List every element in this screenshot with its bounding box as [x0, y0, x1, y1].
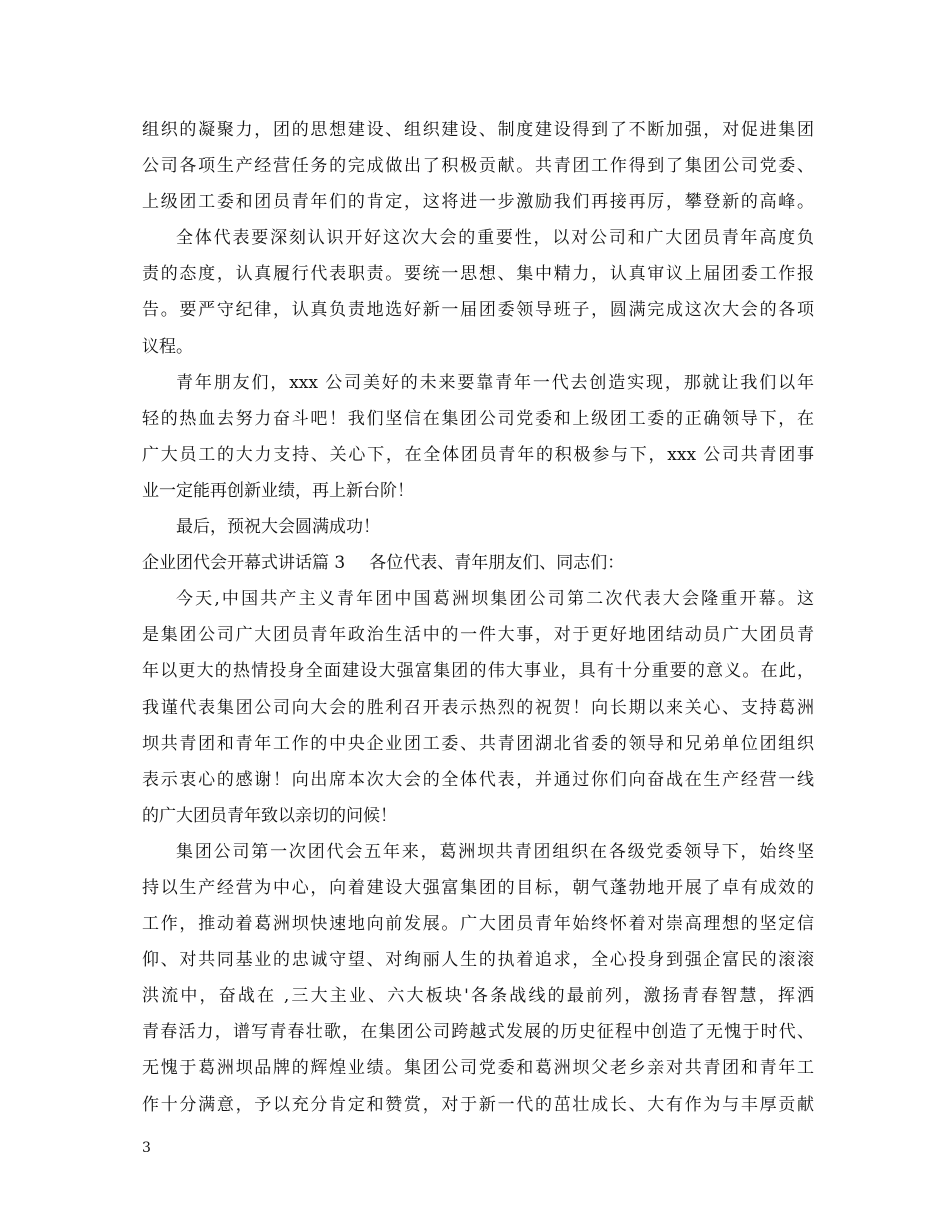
text-line: 集团公司第一次团代会五年来，葛洲坝共青团组织在各级党委领导下，始终坚	[176, 841, 814, 862]
salutation: 各位代表、青年朋友们、同志们：	[369, 553, 625, 574]
text-line: 组织的凝聚力，团的思想建设、组织建设、制度建设得到了不断加强，对促进集团	[142, 120, 814, 140]
text-line: 坝共青团和青年工作的中央企业团工委、共青团湖北省委的领导和兄弟单位团组织	[142, 733, 814, 754]
text-line: 最后，预祝大会圆满成功！	[176, 517, 380, 538]
text-line: 业一定能再创新业绩，再上新台阶！	[142, 480, 414, 501]
text-line: 洪流中，奋战在 ,三大主业、六大板块'各条战线的最前列，激扬青春智慧，挥洒	[142, 986, 814, 1007]
text-line: 公司各项生产经营任务的完成做出了积极贡献。共青团工作得到了集团公司党委、	[142, 156, 814, 177]
paragraphs-bottom	[142, 581, 814, 1122]
text-line: 告。要严守纪律，认真负责地选好新一届团委领导班子，圆满完成这次大会的各项	[142, 300, 814, 321]
text-line: 广大员工的大力支持、关心下，在全体团员青年的积极参与下，xxx 公司共青团事	[142, 444, 814, 465]
text-line: 年以更大的热情投身全面建设大强富集团的伟大事业，具有十分重要的意义。在此，	[142, 661, 814, 682]
text-line: 责的态度，认真履行代表职责。要统一思想、集中精力，认真审议上届团委工作报	[142, 264, 814, 285]
text-line: 我谨代表集团公司向大会的胜利召开表示热烈的祝贺！向长期以来关心、支持葛洲	[142, 697, 814, 718]
text-line: 议程。	[142, 336, 193, 357]
text-line: 上级团工委和团员青年们的肯定，这将进一步激励我们再接再厉，攀登新的高峰。	[142, 192, 814, 213]
text-line: 青春活力，谱写青春壮歌，在集团公司跨越式发展的历史征程中创造了无愧于时代、	[142, 1022, 814, 1043]
text-line: 工作，推动着葛洲坝快速地向前发展。广大团员青年始终怀着对崇高理想的坚定信	[142, 914, 814, 935]
text-line: 今天,中国共产主义青年团中国葛洲坝集团公司第二次代表大会隆重开幕。这	[176, 589, 814, 610]
text-line: 仰、对共同基业的忠诚守望、对绚丽人生的执着追求，全心投身到强企富民的滚滚	[142, 950, 814, 971]
section-title: 企业团代会开幕式讲话篇 3	[142, 553, 346, 574]
section-heading	[142, 545, 814, 581]
text-line: 的广大团员青年致以亲切的问候！	[142, 805, 397, 826]
text-line: 是集团公司广大团员青年政治生活中的一件大事，对于更好地团结动员广大团员青	[142, 625, 814, 646]
text-line: 作十分满意，予以充分肯定和赞赏，对于新一代的茁壮成长、大有作为与丰厚贡献	[142, 1094, 814, 1115]
text-line: 持以生产经营为中心，向着建设大强富集团的目标，朝气蓬勃地开展了卓有成效的	[142, 877, 814, 898]
paragraphs-top	[142, 112, 814, 545]
page-number: 3	[142, 1140, 151, 1156]
text-line: 轻的热血去努力奋斗吧！我们坚信在集团公司党委和上级团工委的正确领导下，在	[142, 408, 814, 429]
text-line: 表示衷心的感谢！向出席本次大会的全体代表，并通过你们向奋战在生产经营一线	[142, 769, 814, 790]
text-line: 无愧于葛洲坝品牌的辉煌业绩。集团公司党委和葛洲坝父老乡亲对共青团和青年工	[142, 1058, 814, 1079]
text-line: 青年朋友们，xxx 公司美好的未来要靠青年一代去创造实现，那就让我们以年	[176, 372, 814, 393]
document-body	[142, 112, 814, 1123]
text-line: 全体代表要深刻认识开好这次大会的重要性，以对公司和广大团员青年高度负	[176, 228, 814, 249]
